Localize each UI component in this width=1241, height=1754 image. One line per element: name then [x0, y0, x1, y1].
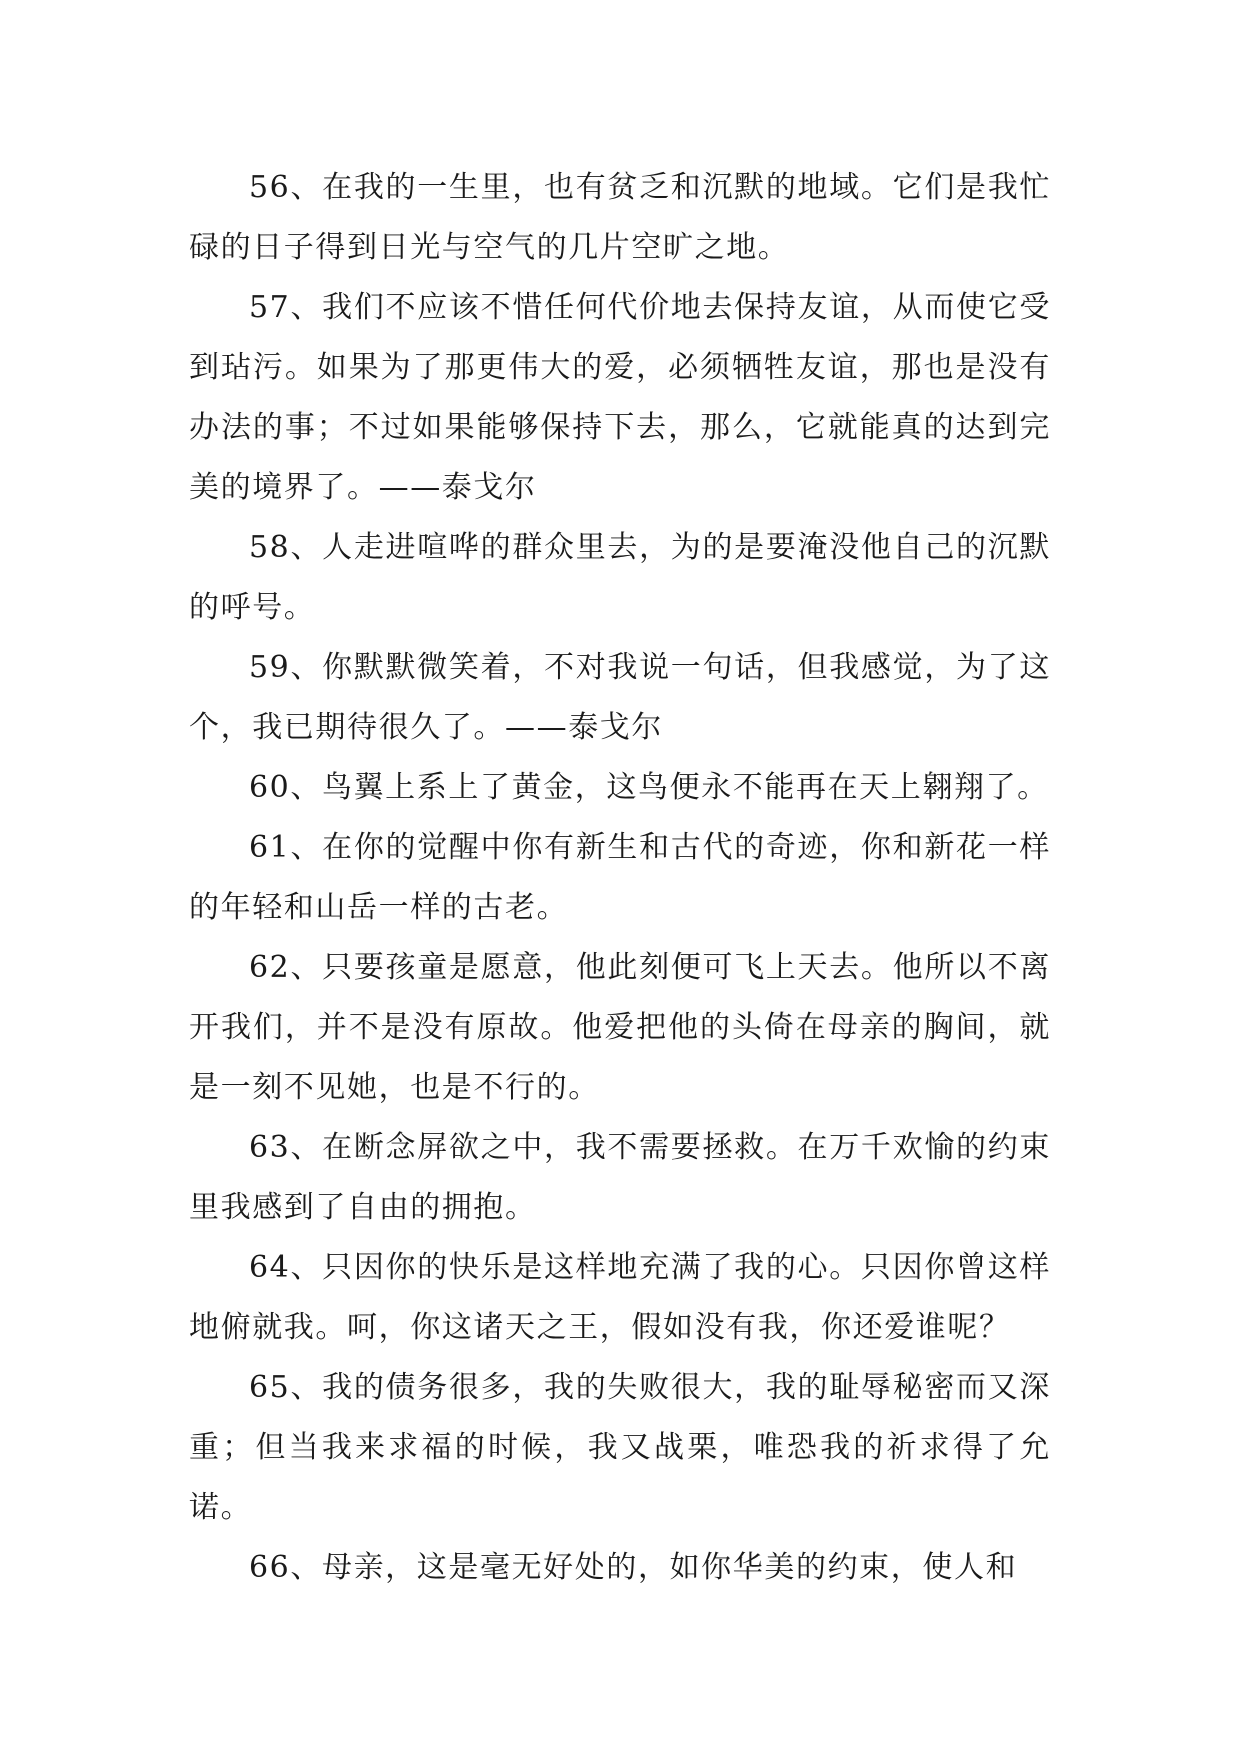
quote-paragraph-65: 65、我的债务很多，我的失败很大，我的耻辱秘密而又深重；但当我来求福的时候，我又战栗，唯恐我的祈求得了允诺。: [189, 1370, 1051, 1525]
quote-paragraph-61: 61、在你的觉醒中你有新生和古代的奇迹，你和新花一样的年轻和山岳一样的古老。: [189, 830, 1051, 925]
quote-paragraph-66: 66、母亲，这是毫无好处的，如你华美的约束，使人和: [249, 1550, 1018, 1585]
quote-paragraph-57: 57、我们不应该不惜任何代价地去保持友谊，从而使它受到玷污。如果为了那更伟大的爱，必须牺牲友谊，那也是没有办法的事；不过如果能够保持下去，那么，它就能真的达到完美的境界了。——泰戈尔: [189, 290, 1051, 505]
quote-paragraph-56: 56、在我的一生里，也有贫乏和沉默的地域。它们是我忙碌的日子得到日光与空气的几片空旷之地。: [189, 170, 1051, 265]
quote-paragraph-63: 63、在断念屏欲之中，我不需要拯救。在万千欢愉的约束里我感到了自由的拥抱。: [189, 1130, 1051, 1225]
quote-paragraph-58: 58、人走进喧哗的群众里去，为的是要淹没他自己的沉默的呼号。: [189, 530, 1051, 625]
quote-paragraph-59: 59、你默默微笑着，不对我说一句话，但我感觉，为了这个，我已期待很久了。——泰戈尔: [189, 650, 1051, 745]
quote-paragraph-62: 62、只要孩童是愿意，他此刻便可飞上天去。他所以不离开我们，并不是没有原故。他爱把他的头倚在母亲的胸间，就是一刻不见她，也是不行的。: [189, 950, 1051, 1105]
quote-paragraph-60: 60、鸟翼上系上了黄金，这鸟便永不能再在天上翱翔了。: [249, 770, 1049, 805]
quote-paragraph-64: 64、只因你的快乐是这样地充满了我的心。只因你曾这样地俯就我。呵，你这诸天之王，假如没有我，你还爱谁呢？: [189, 1250, 1051, 1345]
document-body: [189, 158, 1051, 1598]
